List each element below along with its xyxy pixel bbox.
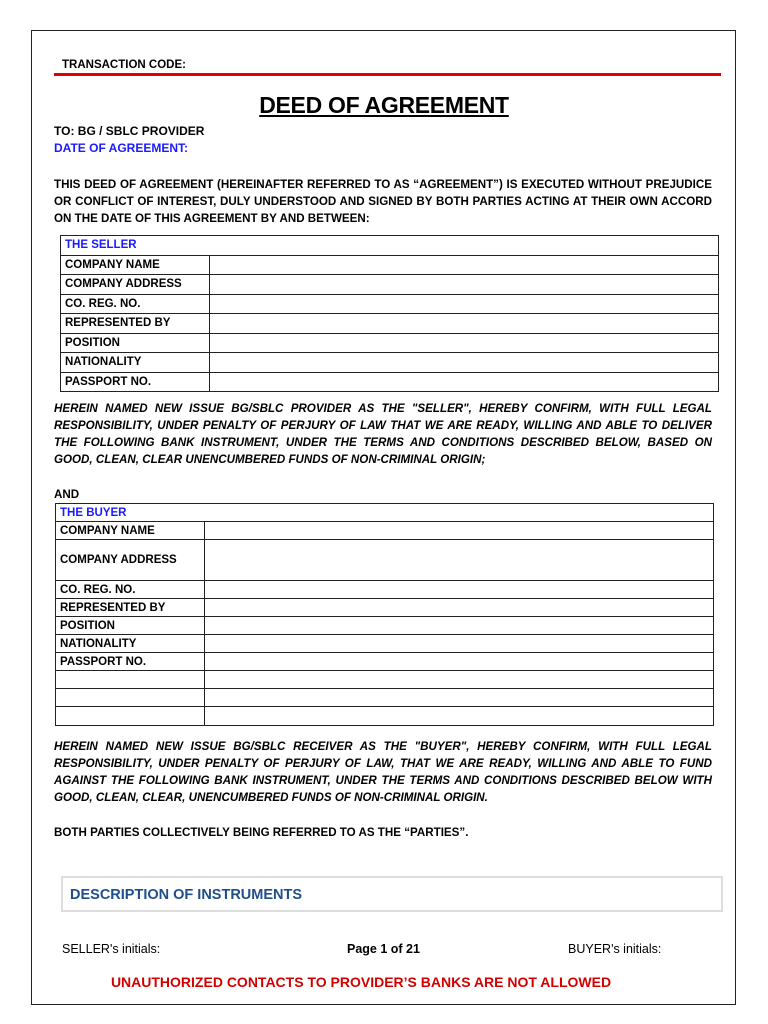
seller-label: PASSPORT NO. (61, 372, 210, 392)
seller-company-name-field[interactable] (210, 255, 719, 275)
seller-label: NATIONALITY (61, 353, 210, 373)
intro-paragraph: THIS DEED OF AGREEMENT (HEREINAFTER REFERRED TO AS “AGREEMENT”) IS EXECUTED WITHOUT PREJUDICE OR CONFLICT OF INTEREST, DULY UNDERSTOOD AND SIGNED BY BOTH PARTIES ACTING AT THEIR OWN ACCORD ON THE DATE OF THIS AGREEMENT BY AND BETWEEN: (54, 178, 712, 225)
empty-field[interactable] (205, 707, 714, 726)
seller-initials-label: SELLER's initials: (62, 942, 161, 956)
seller-represented-by-field[interactable] (210, 314, 719, 334)
buyer-company-name-field[interactable] (205, 522, 714, 540)
seller-label: POSITION (61, 333, 210, 353)
buyer-label: PASSPORT NO. (56, 653, 205, 671)
empty-label-cell (56, 707, 205, 726)
transaction-code-label: TRANSACTION CODE: (62, 59, 186, 71)
parties-statement: BOTH PARTIES COLLECTIVELY BEING REFERRED TO AS THE “PARTIES”. (54, 826, 469, 839)
seller-passport-field[interactable] (210, 372, 719, 392)
seller-nationality-field[interactable] (210, 353, 719, 373)
recipient-line: TO: BG / SBLC PROVIDER (54, 124, 205, 138)
buyer-reg-no-field[interactable] (205, 581, 714, 599)
buyer-label: COMPANY NAME (56, 522, 205, 540)
empty-label-cell (56, 671, 205, 689)
seller-reg-no-field[interactable] (210, 294, 719, 314)
buyer-label: POSITION (56, 617, 205, 635)
and-label: AND (54, 488, 80, 501)
seller-heading: THE SELLER (61, 236, 719, 256)
buyer-nationality-field[interactable] (205, 635, 714, 653)
buyer-company-address-field[interactable] (205, 540, 714, 581)
seller-label: CO. REG. NO. (61, 294, 210, 314)
empty-field[interactable] (205, 689, 714, 707)
date-of-agreement-label: DATE OF AGREEMENT: (54, 141, 188, 155)
seller-position-field[interactable] (210, 333, 719, 353)
buyer-label: CO. REG. NO. (56, 581, 205, 599)
buyer-initials-label: BUYER's initials: (568, 942, 662, 956)
buyer-statement: HEREIN NAMED NEW ISSUE BG/SBLC RECEIVER AS THE "BUYER", HEREBY CONFIRM, WITH FULL LEGAL RESPONSIBILITY, UNDER PENALTY OF PERJURY OF LAW, THAT WE ARE READY, WILLING AND ABLE TO FUND AGAINST THE FOLLOWING BANK INSTRUMENT, UNDER THE TERMS AND CONDITIONS DESCRIBED BELOW WITH GOOD, CLEAN, CLEAR, UNENCUMBERED FUNDS OF NON-CRIMINAL ORIGIN. (54, 740, 712, 804)
buyer-label: COMPANY ADDRESS (56, 540, 205, 581)
buyer-position-field[interactable] (205, 617, 714, 635)
empty-field[interactable] (205, 671, 714, 689)
buyer-heading: THE BUYER (56, 504, 714, 522)
warning-notice: UNAUTHORIZED CONTACTS TO PROVIDER’S BANKS ARE NOT ALLOWED (110, 974, 612, 990)
buyer-passport-field[interactable] (205, 653, 714, 671)
seller-label: REPRESENTED BY (61, 314, 210, 334)
buyer-represented-by-field[interactable] (205, 599, 714, 617)
page-number: Page 1 of 21 (347, 942, 420, 956)
seller-label: COMPANY NAME (61, 255, 210, 275)
seller-company-address-field[interactable] (210, 275, 719, 295)
header-divider (54, 73, 721, 76)
empty-label-cell (56, 689, 205, 707)
seller-table (60, 235, 719, 392)
buyer-table (55, 503, 714, 726)
document-title: DEED OF AGREEMENT (259, 92, 509, 118)
buyer-label: REPRESENTED BY (56, 599, 205, 617)
seller-label: COMPANY ADDRESS (61, 275, 210, 295)
buyer-label: NATIONALITY (56, 635, 205, 653)
section-heading-description-of-instruments: DESCRIPTION OF INSTRUMENTS (61, 876, 723, 912)
seller-statement: HEREIN NAMED NEW ISSUE BG/SBLC PROVIDER AS THE "SELLER", HEREBY CONFIRM, WITH FULL LEGAL RESPONSIBILITY, UNDER PENALTY OF PERJURY OF LAW THAT WE ARE READY, WILLING AND ABLE TO DELIVER THE FOLLOWING BANK INSTRUMENT, UNDER THE TERMS AND CONDITIONS DESCRIBED BELOW, BASED ON GOOD, CLEAN, CLEAR UNENCUMBERED FUNDS OF NON-CRIMINAL ORIGIN; (54, 402, 712, 466)
